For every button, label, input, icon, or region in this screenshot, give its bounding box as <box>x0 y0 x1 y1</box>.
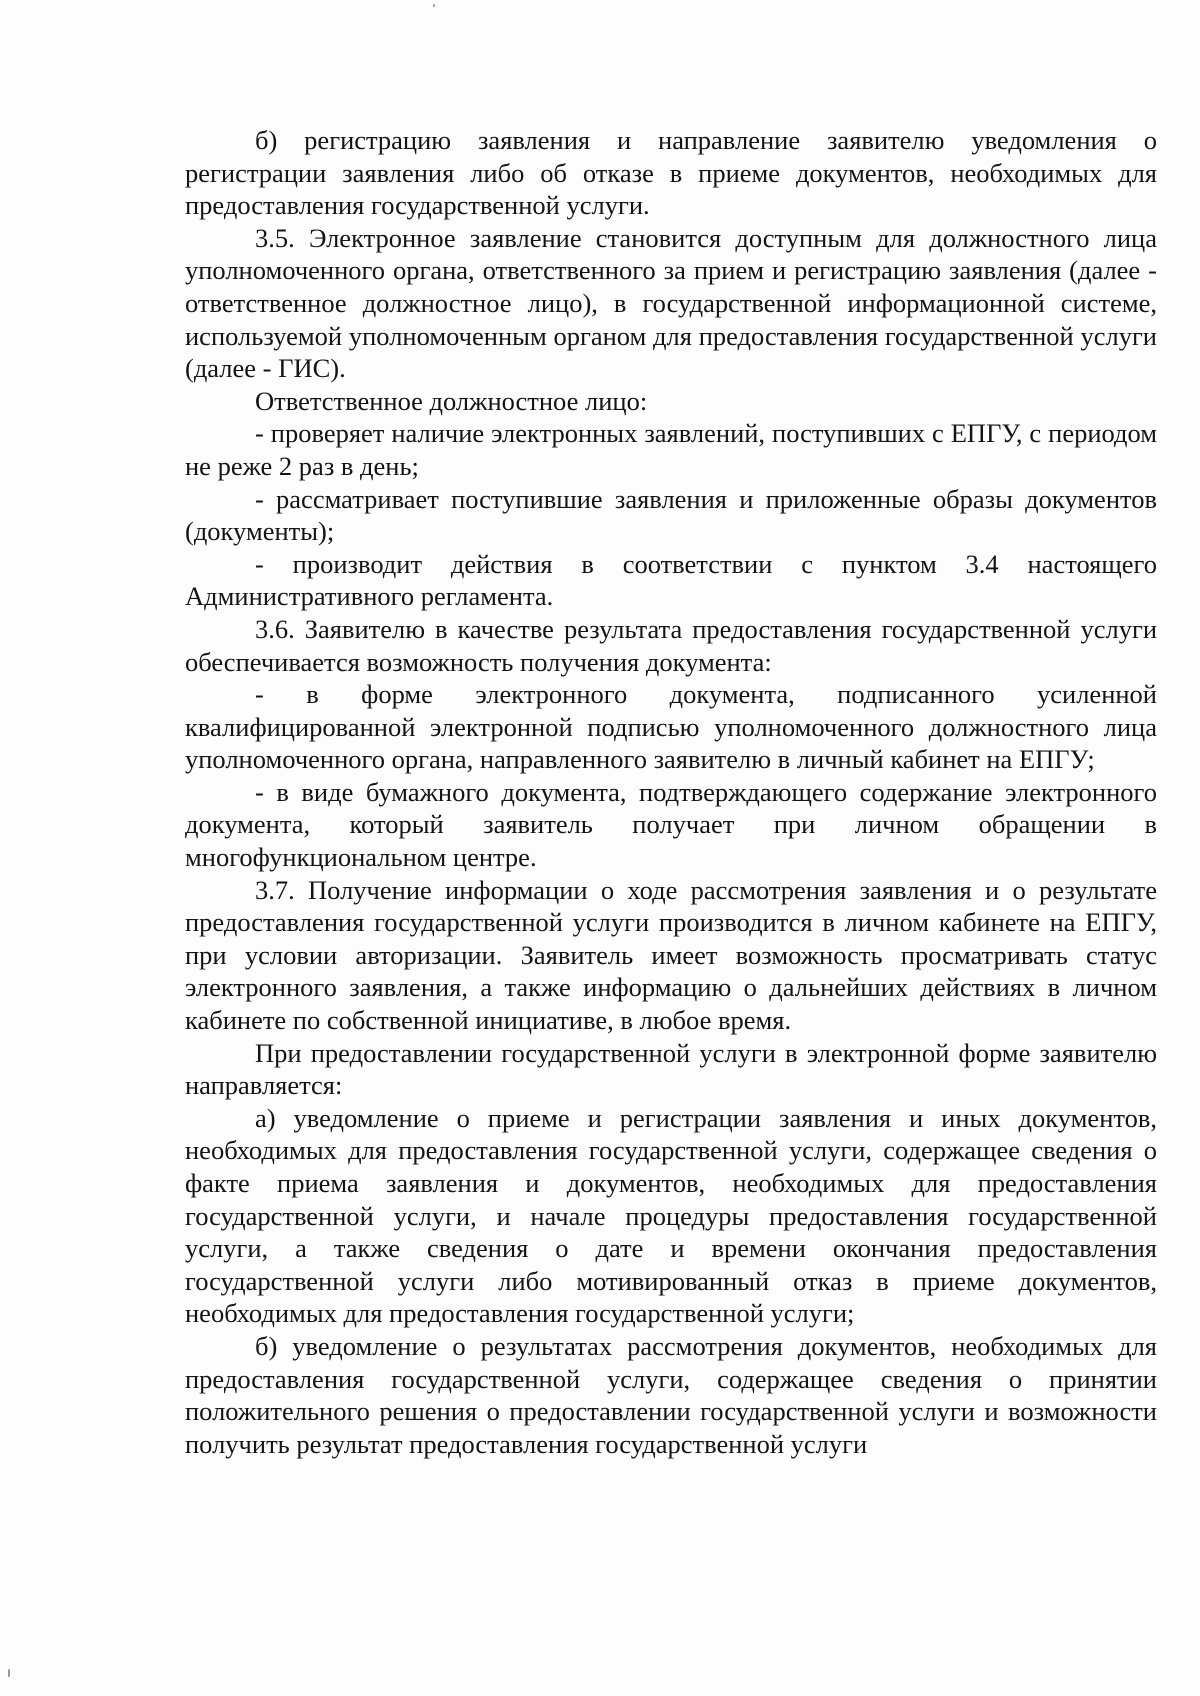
document-body <box>185 124 1157 1460</box>
paragraph-3-7: 3.7. Получение информации о ходе рассмотрения заявления и о результате предоставления государственной услуги производится в личном кабинете на ЕПГУ, при условии авторизации. Заявитель имеет возможность просматривать статус электронного заявления, а также информацию о дальнейших действиях в личном кабинете по собственной инициативе, в любое время. <box>185 874 1157 1036</box>
paragraph-electronic-form: При предоставлении государственной услуги в электронной форме заявителю направляется: <box>185 1037 1157 1101</box>
paragraph-electronic-document: - в форме электронного документа, подписанного усиленной квалифицированной электронной подписью уполномоченного должностного лица уполномоченного органа, направленного заявителю в личный кабинет на ЕПГУ; <box>185 679 1157 775</box>
paragraph-checks-applications: - проверяет наличие электронных заявлений, поступивших с ЕПГУ, с периодом не реже 2 раз в день; <box>185 418 1157 481</box>
paragraph-3-6: 3.6. Заявителю в качестве результата предоставления государственной услуги обеспечивается возможность получения документа: <box>185 613 1157 677</box>
paragraph-performs-actions: - производит действия в соответствии с пунктом 3.4 настоящего Административного регламента. <box>185 548 1157 612</box>
paragraph-3-5: 3.5. Электронное заявление становится доступным для должностного лица уполномоченного органа, ответственного за прием и регистрацию заявления (далее - ответственное должностное лицо), в государственной информационной системе, используемой уполномоченным органом для предоставления государственной услуги (далее - ГИС). <box>185 222 1157 384</box>
paragraph-paper-document: - в виде бумажного документа, подтверждающего содержание электронного документа, который заявитель получает при личном обращении в многофункциональном центре. <box>185 776 1157 873</box>
paragraph-item-b-results: б) уведомление о результатах рассмотрения документов, необходимых для предоставления государственной услуги, содержащее сведения о принятии положительного решения о предоставлении государственной услуги и возможности получить результат предоставления государственной услуги <box>185 1330 1157 1459</box>
paragraph-reviews-applications: - рассматривает поступившие заявления и приложенные образы документов (документы); <box>185 483 1157 547</box>
paragraph-item-b-registration: б) регистрацию заявления и направление заявителю уведомления о регистрации заявления либо об отказе в приеме документов, необходимых для предоставления государственной услуги. <box>185 125 1157 221</box>
paragraph-item-a-notification: а) уведомление о приеме и регистрации заявления и иных документов, необходимых для предоставления государственной услуги, содержащее сведения о факте приема заявления и документов, необходимых для предоставления государственной услуги, и начале процедуры предоставления государственной услуги, а также сведения о дате и времени окончания предоставления государственной услуги либо мотивированный отказ в приеме документов, необходимых для предоставления государственной услуги; <box>185 1102 1157 1329</box>
paragraph-responsible-official: Ответственное должностное лицо: <box>255 385 648 416</box>
scan-speck <box>433 4 435 7</box>
scan-speck <box>8 1669 10 1677</box>
